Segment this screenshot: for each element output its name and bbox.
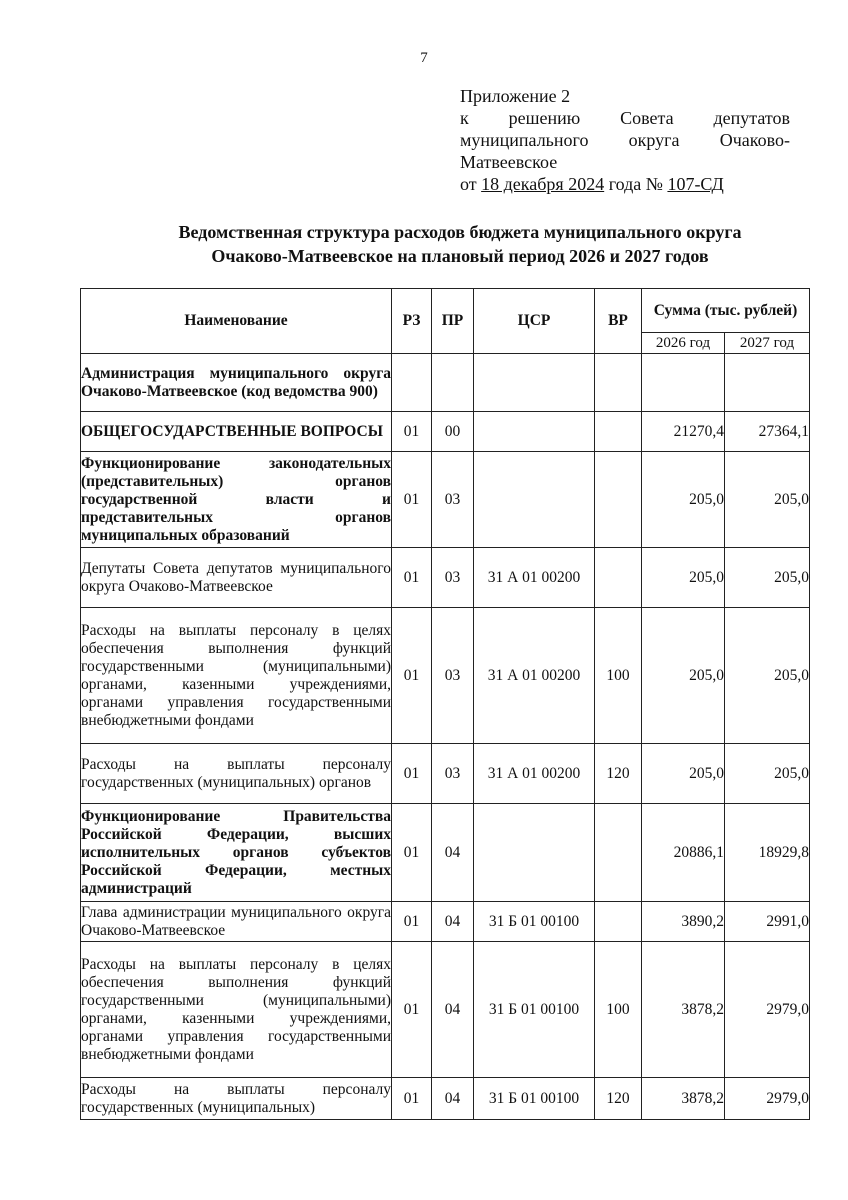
row-sum-2026: 20886,1 xyxy=(642,804,725,902)
row-sum-2026 xyxy=(642,354,725,412)
appendix-line-3: муниципального округа Очаково- xyxy=(460,130,790,150)
row-sum-2027: 205,0 xyxy=(725,548,810,608)
row-csr: 31 А 01 00200 xyxy=(474,744,595,804)
decision-number: 107-СД xyxy=(667,174,724,194)
appendix-date-line xyxy=(460,173,790,195)
row-vr xyxy=(595,902,642,942)
header-year-2026: 2026 год xyxy=(642,333,725,354)
row-rz xyxy=(392,354,432,412)
row-name: Расходы на выплаты персоналу государственных (муниципальных) xyxy=(81,1078,392,1120)
row-pr: 03 xyxy=(432,744,474,804)
table-row xyxy=(81,412,810,452)
header-sum: Сумма (тыс. рублей) xyxy=(642,289,810,333)
row-vr: 100 xyxy=(595,942,642,1078)
row-rz: 01 xyxy=(392,452,432,548)
row-vr xyxy=(595,354,642,412)
row-vr xyxy=(595,452,642,548)
row-pr: 04 xyxy=(432,1078,474,1120)
appendix-line-4: Матвеевское xyxy=(460,152,558,172)
table-row xyxy=(81,942,810,1078)
header-csr: ЦСР xyxy=(474,289,595,354)
row-csr xyxy=(474,452,595,548)
row-vr xyxy=(595,548,642,608)
budget-table xyxy=(80,288,810,1120)
row-csr: 31 Б 01 00100 xyxy=(474,942,595,1078)
row-sum-2026: 3878,2 xyxy=(642,1078,725,1120)
table-row xyxy=(81,902,810,942)
row-sum-2026: 21270,4 xyxy=(642,412,725,452)
row-pr: 04 xyxy=(432,902,474,942)
appendix-line-2: к решению Совета депутатов xyxy=(460,108,790,128)
row-rz: 01 xyxy=(392,412,432,452)
table-row xyxy=(81,744,810,804)
row-name: Глава администрации муниципального округа Очаково-Матвеевское xyxy=(81,902,392,942)
row-sum-2026: 205,0 xyxy=(642,744,725,804)
row-sum-2027: 18929,8 xyxy=(725,804,810,902)
row-pr: 04 xyxy=(432,804,474,902)
row-name: Администрация муниципального округа Очаково-Матвеевское (код ведомства 900) xyxy=(81,354,392,412)
row-sum-2026: 205,0 xyxy=(642,452,725,548)
row-sum-2026: 3878,2 xyxy=(642,942,725,1078)
row-pr: 03 xyxy=(432,548,474,608)
row-sum-2027: 2979,0 xyxy=(725,942,810,1078)
row-sum-2027: 205,0 xyxy=(725,452,810,548)
header-vr: ВР xyxy=(595,289,642,354)
row-sum-2027: 205,0 xyxy=(725,744,810,804)
row-sum-2026: 205,0 xyxy=(642,608,725,744)
row-csr: 31 А 01 00200 xyxy=(474,608,595,744)
appendix-header xyxy=(460,85,790,195)
row-sum-2027: 2979,0 xyxy=(725,1078,810,1120)
row-rz: 01 xyxy=(392,1078,432,1120)
row-pr: 00 xyxy=(432,412,474,452)
title-line-1: Ведомственная структура расходов бюджета муниципального округа xyxy=(178,222,742,242)
row-rz: 01 xyxy=(392,804,432,902)
date-prefix: от xyxy=(460,174,482,194)
row-pr xyxy=(432,354,474,412)
row-sum-2027: 27364,1 xyxy=(725,412,810,452)
table-row xyxy=(81,804,810,902)
row-name: ОБЩЕГОСУДАРСТВЕННЫЕ ВОПРОСЫ xyxy=(81,412,392,452)
header-rz: РЗ xyxy=(392,289,432,354)
row-pr: 04 xyxy=(432,942,474,1078)
row-vr xyxy=(595,412,642,452)
date-middle: года № xyxy=(604,174,668,194)
row-csr xyxy=(474,354,595,412)
row-sum-2026: 205,0 xyxy=(642,548,725,608)
row-vr xyxy=(595,804,642,902)
row-pr: 03 xyxy=(432,608,474,744)
row-name: Функционирование Правительства Российской Федерации, высших исполнительных органов субъектов Российской Федерации, местных администраций xyxy=(81,804,392,902)
decision-date: 18 декабря 2024 xyxy=(481,174,605,194)
row-sum-2027 xyxy=(725,354,810,412)
table-row xyxy=(81,548,810,608)
row-rz: 01 xyxy=(392,942,432,1078)
row-vr: 120 xyxy=(595,744,642,804)
row-rz: 01 xyxy=(392,744,432,804)
row-csr: 31 А 01 00200 xyxy=(474,548,595,608)
row-pr: 03 xyxy=(432,452,474,548)
table-row xyxy=(81,608,810,744)
row-name: Расходы на выплаты персоналу в целях обеспечения выполнения функций государственными (муниципальными) органами, казенными учреждениями, органами управления государственными внебюджетными фондами xyxy=(81,608,392,744)
row-sum-2027: 205,0 xyxy=(725,608,810,744)
document-title xyxy=(80,220,840,268)
header-pr: ПР xyxy=(432,289,474,354)
row-sum-2027: 2991,0 xyxy=(725,902,810,942)
table-row xyxy=(81,1078,810,1120)
row-name: Расходы на выплаты персоналу в целях обеспечения выполнения функций государственными (муниципальными) органами, казенными учреждениями, органами управления государственными внебюджетными фондами xyxy=(81,942,392,1078)
appendix-line-1: Приложение 2 xyxy=(460,86,571,106)
row-csr xyxy=(474,412,595,452)
table-body xyxy=(81,354,810,1120)
header-name: Наименование xyxy=(81,289,392,354)
row-csr: 31 Б 01 00100 xyxy=(474,902,595,942)
row-name: Расходы на выплаты персоналу государственных (муниципальных) органов xyxy=(81,744,392,804)
row-sum-2026: 3890,2 xyxy=(642,902,725,942)
table-row xyxy=(81,452,810,548)
table-row xyxy=(81,354,810,412)
title-line-2: Очаково-Матвеевское на плановый период 2026 и 2027 годов xyxy=(211,246,709,266)
header-year-2027: 2027 год xyxy=(725,333,810,354)
row-rz: 01 xyxy=(392,608,432,744)
row-vr: 120 xyxy=(595,1078,642,1120)
row-name: Функционирование законодательных (представительных) органов государственной власти и представительных органов муниципальных образований xyxy=(81,452,392,548)
row-csr: 31 Б 01 00100 xyxy=(474,1078,595,1120)
row-rz: 01 xyxy=(392,548,432,608)
row-vr: 100 xyxy=(595,608,642,744)
row-rz: 01 xyxy=(392,902,432,942)
row-name: Депутаты Совета депутатов муниципального округа Очаково-Матвеевское xyxy=(81,548,392,608)
row-csr xyxy=(474,804,595,902)
page-number: 7 xyxy=(420,50,428,66)
